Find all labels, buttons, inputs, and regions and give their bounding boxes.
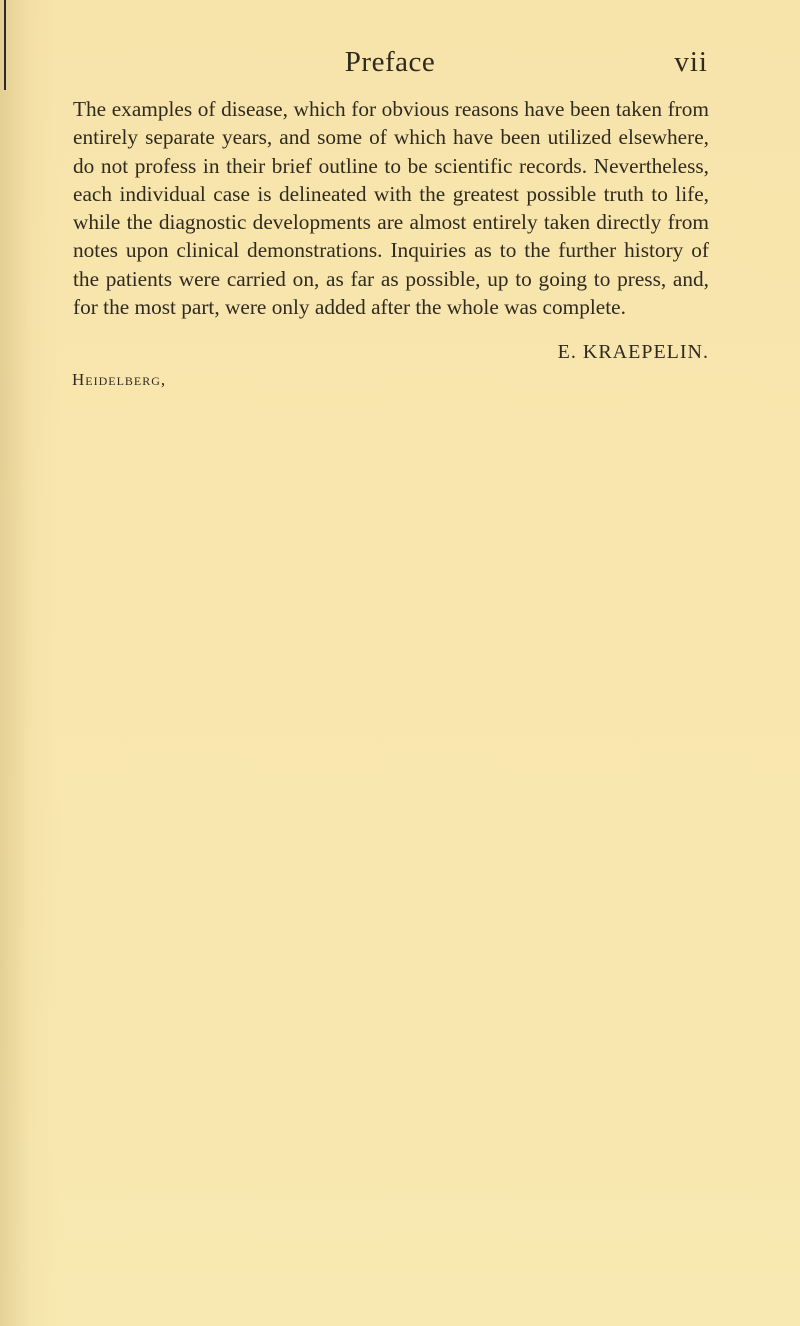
page-title: Preface	[344, 46, 436, 78]
author-signature: E. KRAEPELIN.	[557, 341, 709, 363]
preface-paragraph: The examples of disease, which for obvious reasons have been taken from entirely separate years, and some of which have been utilized elsewhere, do not profess in their brief outline to be scientific records. Nevertheless, each individual case is delineated with the greatest possible truth to life, while the diagnostic developments are almost entirely taken directly from notes upon clinical demonstrations. Inquiries as to the further history of the patients were carried on, as far as possible, up to going to press, and, for the most part, were only added after the whole was complete.	[73, 97, 709, 320]
place-line: Heidelberg,	[72, 370, 167, 389]
running-head	[70, 46, 710, 86]
page-gutter-shadow	[0, 0, 60, 1326]
page-number: vii	[674, 46, 708, 78]
binding-edge	[4, 0, 6, 90]
